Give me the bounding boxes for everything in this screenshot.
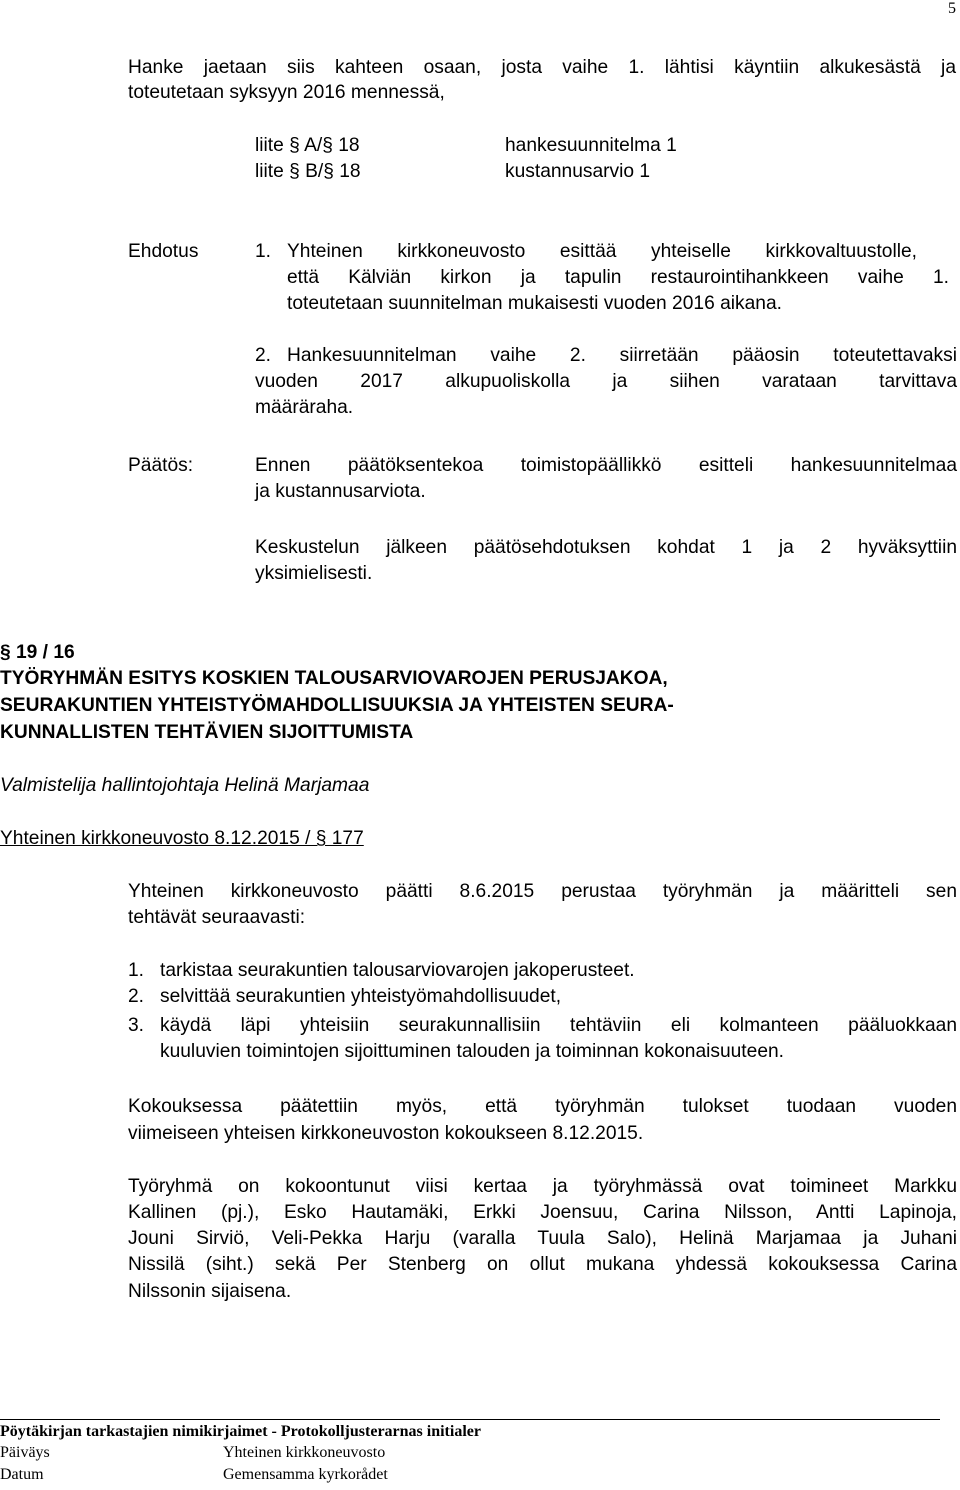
section-title-line-2: SEURAKUNTIEN YHTEISTYÖMAHDOLLISUUKSIA JA YHTEISTEN SEURA-	[0, 695, 674, 716]
proposal-label: Ehdotus	[128, 241, 199, 262]
proposal-item-1-line-2: että Kälviän kirkon ja tapulin restaurointihankkeen vaihe 1.	[287, 267, 949, 288]
body-p3-line-2: Kallinen (pj.), Esko Hautamäki, Erkki Joensuu, Carina Nilsson, Antti Lapinoja,	[128, 1202, 957, 1223]
body-p1-line-2: tehtävät seuraavasti:	[128, 907, 306, 928]
decision-p2-line-2: yksimielisesti.	[255, 563, 373, 584]
body-p3-line-1: Työryhmä on kokoontunut viisi kertaa ja työryhmässä ovat toimineet Markku	[128, 1176, 957, 1197]
proposal-item-1-num: 1.	[255, 241, 272, 262]
attachment-ref-a: liite § A/§ 18	[255, 135, 360, 156]
section-number: § 19 / 16	[0, 642, 75, 663]
body-list-3-line-1: käydä läpi yhteisiin seurakunnallisiin tehtäviin eli kolmanteen pääluokkaan	[160, 1015, 957, 1036]
body-list-3-line-2: kuuluvien toimintojen sijoittuminen talouden ja toiminnan kokonaisuuteen.	[160, 1041, 784, 1062]
footer-rule	[0, 1419, 940, 1420]
attachment-desc-a: hankesuunnitelma 1	[505, 135, 677, 156]
footer-council-fi: Yhteinen kirkkoneuvosto	[223, 1444, 386, 1461]
decision-p2-line-1: Keskustelun jälkeen päätösehdotuksen kohdat 1 ja 2 hyväksyttiin	[255, 537, 957, 558]
decision-label: Päätös:	[128, 455, 194, 476]
footer-council-sv: Gemensamma kyrkorådet	[223, 1466, 388, 1483]
body-p3-line-5: Nilssonin sijaisena.	[128, 1281, 292, 1302]
body-p2-line-2: viimeiseen yhteisen kirkkoneuvoston kokoukseen 8.12.2015.	[128, 1123, 644, 1144]
footer-date-label-sv: Datum	[0, 1466, 44, 1483]
body-p1-line-1: Yhteinen kirkkoneuvosto päätti 8.6.2015 perustaa työryhmän ja määritteli sen	[128, 881, 957, 902]
attachment-desc-b: kustannusarvio 1	[505, 161, 651, 182]
decision-p1-line-1: Ennen päätöksentekoa toimistopäällikkö esitteli hankesuunnitelmaa	[255, 455, 957, 476]
proposal-item-2-line-1: Hankesuunnitelman vaihe 2. siirretään pääosin toteutettavaksi	[287, 345, 957, 366]
proposal-item-1-line-1: Yhteinen kirkkoneuvosto esittää yhteiselle kirkkovaltuustolle,	[287, 241, 917, 262]
section-title-line-3: KUNNALLISTEN TEHTÄVIEN SIJOITTUMISTA	[0, 722, 414, 743]
section-title-line-1: TYÖRYHMÄN ESITYS KOSKIEN TALOUSARVIOVAROJEN PERUSJAKOA,	[0, 668, 668, 689]
body-p2-line-1: Kokouksessa päätettiin myös, että työryhmän tulokset tuodaan vuoden	[128, 1096, 957, 1117]
body-list-2-text: selvittää seurakuntien yhteistyömahdollisuudet,	[160, 986, 562, 1007]
intro-line-2: toteutetaan syksyyn 2016 mennessä,	[128, 82, 445, 103]
proposal-item-2-num: 2.	[255, 345, 272, 366]
proposal-item-1-line-3: toteutetaan suunnitelman mukaisesti vuoden 2016 aikana.	[287, 293, 782, 314]
preparer: Valmistelija hallintojohtaja Helinä Marjamaa	[0, 775, 370, 796]
body-list-3-num: 3.	[128, 1015, 145, 1036]
footer-title: Pöytäkirjan tarkastajien nimikirjaimet - Protokolljusterarnas initialer	[0, 1423, 481, 1440]
proposal-item-2-line-2: vuoden 2017 alkupuoliskolla ja siihen varataan tarvittava	[255, 371, 957, 392]
attachment-ref-b: liite § B/§ 18	[255, 161, 361, 182]
body-list-1-text: tarkistaa seurakuntien talousarviovarojen jakoperusteet.	[160, 960, 635, 981]
intro-line-1: Hanke jaetaan siis kahteen osaan, josta vaihe 1. lähtisi käyntiin alkukesästä ja	[128, 57, 956, 78]
body-p3-line-3: Jouni Sirviö, Veli-Pekka Harju (varalla Tuula Salo), Helinä Marjamaa ja Juhani	[128, 1228, 957, 1249]
footer-date-label: Päiväys	[0, 1444, 50, 1461]
decision-p1-line-2: ja kustannusarviota.	[255, 481, 426, 502]
proposal-item-2-line-3: määräraha.	[255, 397, 354, 418]
reference: Yhteinen kirkkoneuvosto 8.12.2015 / § 177	[0, 828, 364, 849]
body-list-2-num: 2.	[128, 986, 145, 1007]
body-p3-line-4: Nissilä (siht.) sekä Per Stenberg on ollut mukana yhdessä kokouksessa Carina	[128, 1254, 957, 1275]
page-number: 5	[948, 0, 956, 17]
body-list-1-num: 1.	[128, 960, 145, 981]
